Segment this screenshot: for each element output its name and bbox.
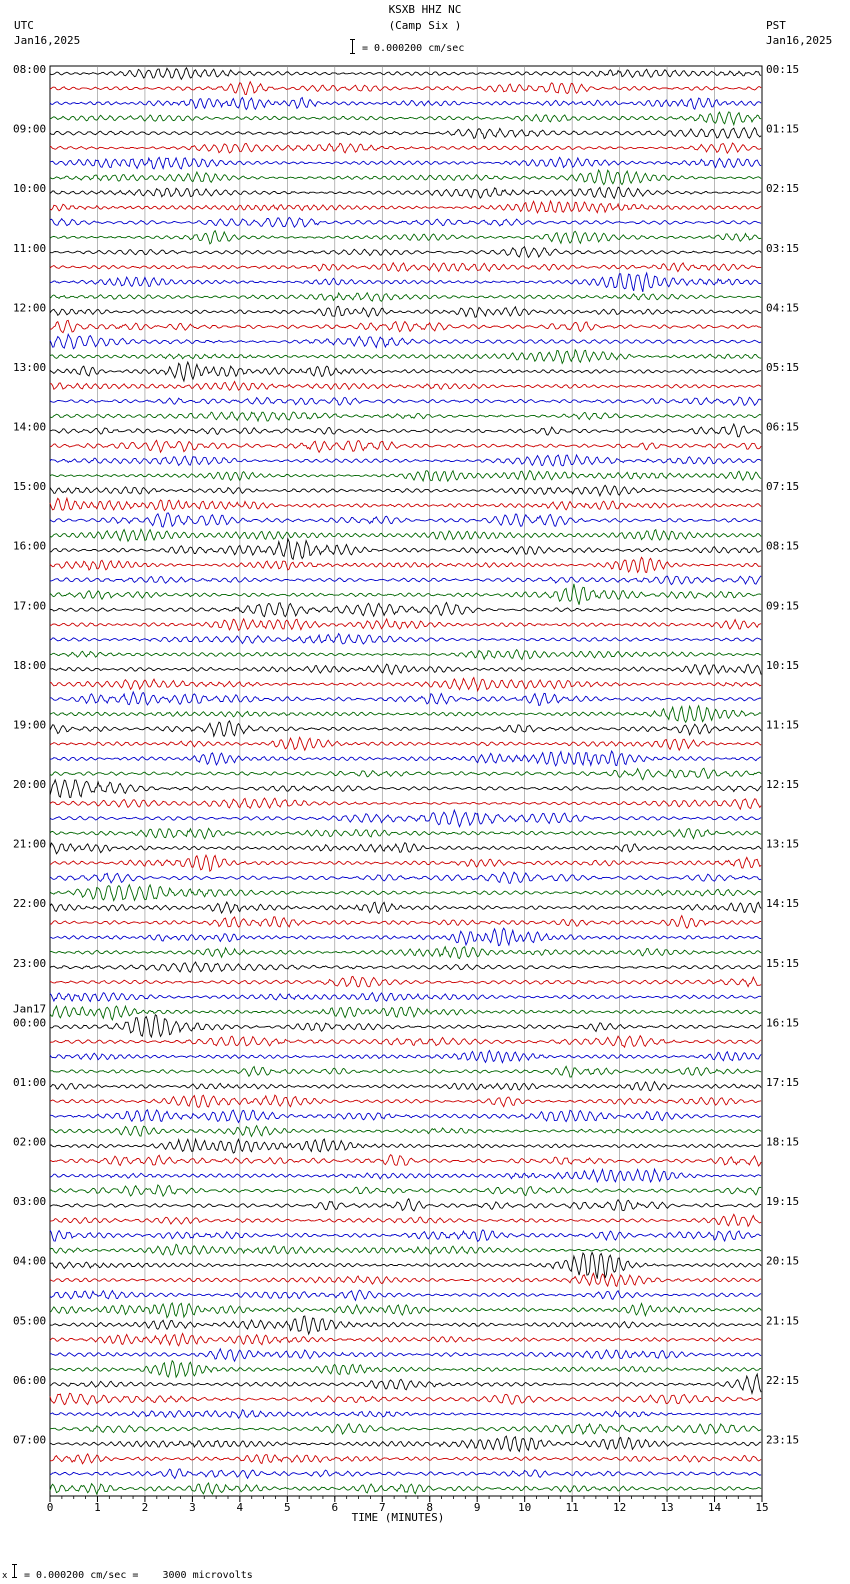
- x-tick-label: 9: [473, 1501, 481, 1514]
- x-tick-label: 11: [565, 1501, 579, 1514]
- footer-scale-bar-icon: [14, 1564, 15, 1578]
- utc-hour-label: 21:00: [13, 837, 47, 851]
- utc-hour-label: 09:00: [13, 122, 47, 136]
- pst-hour-label: 14:15: [766, 897, 800, 911]
- pst-hour-label: 10:15: [766, 658, 800, 672]
- seismic-trace: [50, 1316, 761, 1334]
- seismic-trace: [50, 1361, 761, 1378]
- pst-hour-label: 19:15: [766, 1195, 800, 1209]
- utc-hour-label: 05:00: [13, 1314, 47, 1328]
- seismic-trace: [50, 382, 761, 391]
- seismic-trace: [50, 1410, 761, 1419]
- utc-hour-label: 16:00: [13, 539, 47, 553]
- x-tick-label: 7: [378, 1501, 386, 1514]
- pst-hour-label: 21:15: [766, 1314, 800, 1328]
- pst-hour-label: 06:15: [766, 420, 800, 434]
- seismic-trace: [50, 1393, 761, 1404]
- x-tick-label: 6: [331, 1501, 339, 1514]
- seismic-trace: [50, 768, 761, 780]
- seismic-trace: [50, 1036, 761, 1048]
- seismic-trace: [50, 485, 761, 496]
- seismic-trace: [50, 320, 761, 332]
- utc-hour-label: 00:00: [13, 1016, 47, 1030]
- utc-hour-label: 10:00: [13, 182, 47, 196]
- seismic-trace: [50, 664, 761, 675]
- left-timezone: UTC: [14, 19, 34, 32]
- seismic-trace: [50, 843, 761, 854]
- x-tick-label: 1: [94, 1501, 101, 1514]
- seismic-trace: [50, 157, 761, 169]
- seismic-trace: [50, 810, 761, 827]
- seismic-trace: [50, 1469, 761, 1479]
- seismic-trace: [50, 424, 761, 437]
- seismic-trace: [50, 1349, 761, 1361]
- seismic-trace: [50, 187, 761, 198]
- pst-hour-label: 20:15: [766, 1254, 800, 1268]
- x-tick-label: 5: [284, 1501, 291, 1514]
- pst-hour-label: 03:15: [766, 241, 800, 255]
- seismic-trace: [50, 412, 761, 421]
- utc-hour-label: 07:00: [13, 1433, 47, 1447]
- right-timezone: PST: [766, 19, 786, 32]
- x-tick-label: 0: [46, 1501, 54, 1514]
- seismic-trace: [50, 98, 761, 110]
- trace-layer: [50, 68, 761, 1494]
- left-date: Jan16,2025: [14, 34, 81, 47]
- utc-hour-label: 17:00: [13, 599, 47, 613]
- seismic-trace: [50, 1303, 761, 1318]
- pst-hour-label: 04:15: [766, 301, 800, 315]
- seismic-trace: [50, 247, 761, 258]
- seismic-trace: [50, 584, 761, 605]
- pst-hour-label: 08:15: [766, 539, 800, 553]
- seismic-trace: [50, 1374, 761, 1393]
- utc-hour-label: 03:00: [13, 1195, 47, 1209]
- seismic-trace: [50, 1139, 761, 1153]
- seismic-trace: [50, 1230, 761, 1242]
- pst-hour-label: 01:15: [766, 122, 800, 136]
- seismic-trace: [50, 334, 761, 349]
- seismic-trace: [50, 455, 761, 466]
- seismic-trace: [50, 273, 761, 292]
- utc-hour-label: 23:00: [13, 956, 47, 970]
- seismic-trace: [50, 1214, 761, 1226]
- seismic-trace: [50, 1169, 761, 1182]
- utc-hour-label: 13:00: [13, 360, 47, 374]
- seismic-trace: [50, 82, 761, 95]
- pst-hour-label: 15:15: [766, 956, 800, 970]
- seismic-trace: [50, 539, 761, 559]
- station-location: (Camp Six ): [388, 19, 462, 32]
- x-tick-label: 12: [612, 1501, 627, 1514]
- seismic-trace: [50, 1066, 761, 1077]
- seismic-trace: [50, 1334, 761, 1346]
- pst-hour-label: 12:15: [766, 778, 800, 791]
- seismic-trace: [50, 634, 761, 644]
- seismic-trace: [50, 68, 761, 80]
- seismic-trace: [50, 916, 761, 929]
- pst-hour-label: 09:15: [766, 599, 800, 613]
- seismic-trace: [50, 1290, 761, 1300]
- seismic-trace: [50, 962, 761, 972]
- utc-hour-label: 22:00: [13, 897, 47, 911]
- utc-hour-label: 20:00: [13, 778, 47, 791]
- seismic-trace: [50, 350, 761, 364]
- utc-date-change-label: Jan17: [13, 1002, 47, 1016]
- utc-hour-label: 08:00: [13, 63, 47, 76]
- seismic-trace: [50, 498, 761, 511]
- seismic-trace: [50, 928, 761, 945]
- seismic-trace: [50, 1483, 761, 1494]
- seismic-trace: [50, 576, 761, 585]
- pst-hour-label: 02:15: [766, 182, 800, 196]
- seismic-trace: [50, 737, 761, 750]
- seismic-trace: [50, 1185, 761, 1196]
- utc-hour-label: 19:00: [13, 718, 47, 732]
- seismic-trace: [50, 976, 761, 987]
- seismic-trace: [50, 947, 761, 959]
- seismic-trace: [50, 1424, 761, 1435]
- seismic-trace: [50, 1095, 761, 1107]
- pst-hour-label: 11:15: [766, 718, 800, 732]
- seismic-trace: [50, 1051, 761, 1063]
- seismic-trace: [50, 557, 761, 572]
- x-tick-label: 10: [518, 1501, 532, 1514]
- x-axis-label: TIME (MINUTES): [351, 1511, 445, 1524]
- seismic-trace: [50, 902, 761, 913]
- pst-hour-label: 05:15: [766, 360, 800, 374]
- seismic-trace: [50, 780, 761, 798]
- seismic-trace: [50, 706, 761, 723]
- seismic-trace: [50, 440, 761, 452]
- seismic-trace: [50, 1110, 761, 1123]
- seismic-trace: [50, 170, 761, 185]
- x-tick-label: 2: [141, 1501, 149, 1514]
- utc-hour-label: 02:00: [13, 1135, 47, 1149]
- x-tick-label: 13: [660, 1501, 674, 1514]
- seismic-trace: [50, 112, 761, 125]
- pst-hour-label: 13:15: [766, 837, 800, 851]
- station-title: KSXB HHZ NC: [388, 3, 462, 16]
- footer-scale-text: = 0.000200 cm/sec = 3000 microvolts: [24, 1570, 253, 1581]
- seismic-trace: [50, 362, 761, 381]
- seismic-trace: [50, 128, 761, 139]
- seismic-trace: [50, 1436, 761, 1451]
- seismic-trace: [50, 650, 761, 660]
- pst-hour-label: 23:15: [766, 1433, 800, 1447]
- seismic-trace: [50, 721, 761, 736]
- utc-hour-label: 18:00: [13, 658, 47, 672]
- seismic-trace: [50, 201, 761, 213]
- seismic-trace: [50, 619, 761, 630]
- x-tick-label: 8: [426, 1501, 434, 1514]
- seismic-trace: [50, 397, 761, 405]
- seismic-trace: [50, 143, 761, 153]
- x-tick-label: 4: [236, 1501, 244, 1514]
- seismic-trace: [50, 885, 761, 901]
- seismic-trace: [50, 263, 761, 272]
- seismic-trace: [50, 1252, 761, 1278]
- seismic-trace: [50, 306, 761, 317]
- seismic-trace: [50, 692, 761, 706]
- x-tick-label: 3: [189, 1501, 196, 1514]
- pst-hour-label: 17:15: [766, 1075, 800, 1089]
- seismic-trace: [50, 529, 761, 541]
- utc-hour-label: 06:00: [13, 1373, 47, 1387]
- pst-hour-label: 07:15: [766, 480, 800, 494]
- seismic-trace: [50, 1244, 761, 1255]
- seismic-trace: [50, 798, 761, 809]
- seismic-trace: [50, 513, 761, 527]
- pst-hour-label: 00:15: [766, 63, 800, 76]
- seismic-trace: [50, 471, 761, 482]
- utc-hour-label: 12:00: [13, 301, 47, 315]
- seismic-trace: [50, 231, 761, 244]
- x-tick-label: 14: [707, 1501, 722, 1514]
- pst-hour-label: 22:15: [766, 1373, 800, 1387]
- seismic-trace: [50, 1273, 761, 1286]
- seismic-trace: [50, 828, 761, 839]
- seismic-trace: [50, 1454, 761, 1464]
- seismic-trace: [50, 872, 761, 883]
- seismic-trace: [50, 855, 761, 871]
- utc-hour-label: 01:00: [13, 1075, 47, 1089]
- scale-text: = 0.000200 cm/sec: [362, 43, 465, 54]
- seismic-trace: [50, 993, 761, 1002]
- seismic-trace: [50, 1126, 761, 1137]
- utc-hour-label: 15:00: [13, 480, 47, 494]
- seismic-trace: [50, 1155, 761, 1166]
- seismic-trace: [50, 751, 761, 766]
- x-tick-label: 15: [755, 1501, 769, 1514]
- utc-hour-label: 14:00: [13, 420, 47, 434]
- pst-hour-label: 16:15: [766, 1016, 800, 1030]
- seismic-trace: [50, 293, 761, 302]
- seismic-trace: [50, 1082, 761, 1091]
- seismic-trace: [50, 217, 761, 227]
- seismic-trace: [50, 1015, 761, 1037]
- seismic-trace: [50, 678, 761, 691]
- right-date: Jan16,2025: [766, 34, 833, 47]
- seismic-trace: [50, 603, 761, 617]
- seismic-trace: [50, 1199, 761, 1211]
- utc-hour-label: 11:00: [13, 241, 47, 255]
- pst-hour-label: 18:15: [766, 1135, 800, 1149]
- footer-marker: x: [2, 1571, 8, 1581]
- utc-hour-label: 04:00: [13, 1254, 47, 1268]
